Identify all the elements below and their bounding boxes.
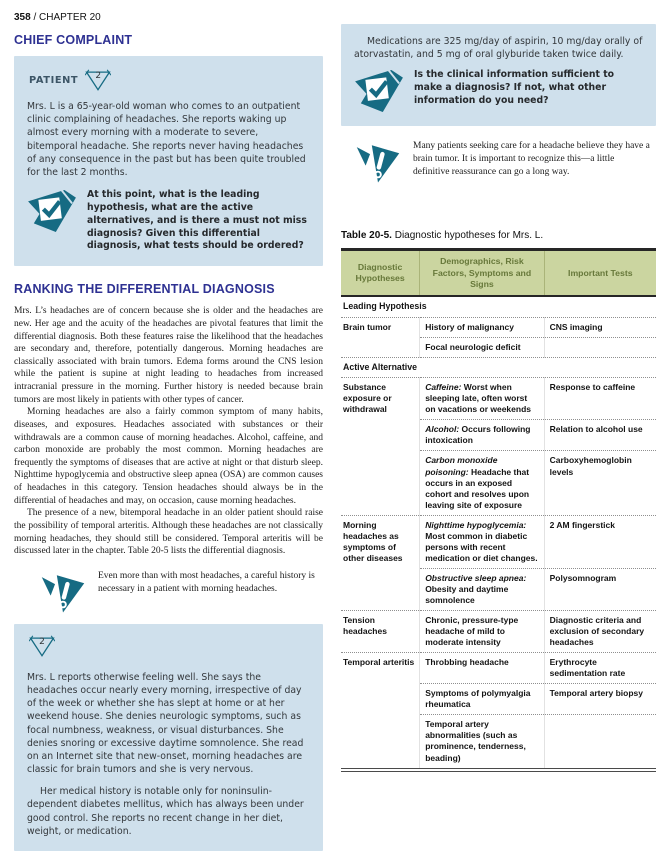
- hypothesis-cell: Temporal arteritis: [341, 653, 420, 770]
- tip-left: [40, 570, 323, 614]
- column-header-findings: Demographics, Risk Factors, Symptoms and Signs: [420, 250, 544, 296]
- question-row: [27, 189, 310, 253]
- medications-text: Medications are 325 mg/day of aspirin, 10 mg/day orally of atorvastatin, and 5 mg of oral glyburide taken twice daily.: [354, 36, 643, 61]
- case-number-2: 2: [39, 636, 45, 647]
- case-number-triangle-icon-2: [29, 635, 55, 658]
- running-head: [14, 12, 323, 23]
- diagnostic-table-body: [341, 296, 656, 769]
- section-title-chief-complaint: CHIEF COMPLAINT: [14, 33, 133, 47]
- hypothesis-cell: Substance exposure or withdrawal: [341, 378, 420, 515]
- patient-box-1-question: At this point, what is the leading hypothesis, what are the active alternatives, and is there a must not miss diagnosis? Given this differential diagnosis, what tests should be ordered?: [87, 189, 307, 252]
- table-section-row: [341, 296, 656, 317]
- findings-cell: Symptoms of polymyalgia rheumatica: [420, 684, 544, 715]
- case-number-triangle-icon: [85, 69, 111, 92]
- hypothesis-cell: Morning headaches as symptoms of other diseases: [341, 515, 420, 610]
- tests-cell: Erythrocyte sedimentation rate: [544, 653, 656, 684]
- findings-cell: Alcohol: Occurs following intoxication: [420, 420, 544, 451]
- findings-cell: Carbon monoxide poisoning: Headache that occurs in an exposed cohort and resolves upon leaving site of exposure: [420, 451, 544, 515]
- column-header-hypotheses: Diagnostic Hypotheses: [341, 250, 420, 296]
- body-paragraph-1: Mrs. L’s headaches are of concern because she is older and the headaches are new. Her age and the acuity of the headaches are pivotal features that limit the differential diagnosis. Both these features raise the likelihood that the headaches are secondary and, therefore, potentially dangerous. Morning headaches are classically associated with brain tumors. Edema forms around the CNS lesion while the patient is supine at night leading to headaches from increased intracranial pressure in the morning. Further history is needed because brain tumors are most likely in patients with other types of cancer.: [14, 306, 323, 405]
- left-column: [14, 12, 323, 851]
- checkbox-flag-icon: [27, 189, 77, 233]
- tests-cell: [544, 715, 656, 770]
- tests-cell: Polysomnogram: [544, 568, 656, 610]
- tests-cell: Response to caffeine: [544, 378, 656, 420]
- table-caption-label: Table 20-5.: [341, 230, 392, 242]
- findings-cell: Focal neurologic deficit: [420, 337, 544, 357]
- tests-cell: Carboxyhemoglobin levels: [544, 451, 656, 515]
- table-section-row: [341, 357, 656, 377]
- tests-cell: Diagnostic criteria and exclusion of secondary headaches: [544, 611, 656, 653]
- hypothesis-cell: Brain tumor: [341, 317, 420, 357]
- diagnostic-table: [341, 248, 656, 771]
- table-section-header: Active Alternative: [341, 357, 656, 377]
- findings-cell: History of malignancy: [420, 317, 544, 337]
- body-paragraph-3: The presence of a new, bitemporal headache in an older patient should raise the possibility of temporal arteritis. Although these headaches are not classically morning headaches, they should still be considered. Temporal arteritis will be discussed later in the chapter. Table 20-5 lists the differential diagnosis.: [14, 508, 323, 557]
- tip-right: [355, 140, 656, 184]
- tests-cell: Temporal artery biopsy: [544, 684, 656, 715]
- table-row: [341, 378, 656, 420]
- table-row: [341, 317, 656, 337]
- case-number: 2: [95, 71, 102, 81]
- patient-box-2-text-2: Her medical history is notable only for noninsulin-dependent diabetes mellitus, which has always been under good control. She reports no recent change in her diet, weight, or medication.: [27, 786, 304, 837]
- patient-box-2-text-1: Mrs. L reports otherwise feeling well. She says the headaches occur nearly every morning, irrespective of day of the week or whether she has slept at home or at her weekend house. She denies neurologic symptoms, such as focal numbness, weakness, or visual disturbances. She denies snoring or excessive daytime somnolence. She read on an Internet site that new-onset, morning headaches are classic for brain tumors and she is very nervous.: [27, 671, 304, 776]
- exclamation-flag-icon: [355, 142, 401, 184]
- table-section-header: Leading Hypothesis: [343, 301, 427, 312]
- findings-cell: Caffeine: Worst when sleeping late, often worst on vacations or weekends: [420, 378, 544, 420]
- findings-cell: Nighttime hypoglycemia: Most common in diabetic persons with recent medication or diet changes.: [420, 515, 544, 568]
- exclamation-flag-icon: [40, 572, 86, 614]
- tests-cell: 2 AM fingerstick: [544, 515, 656, 568]
- right-column: [341, 24, 656, 772]
- findings-cell: Chronic, pressure-type headache of mild to moderate intensity: [420, 611, 544, 653]
- tests-cell: [544, 337, 656, 357]
- patient-label: PATIENT: [29, 75, 79, 86]
- checkbox-flag-icon: [354, 69, 404, 113]
- table-caption-text: Diagnostic hypotheses for Mrs. L.: [391, 230, 544, 242]
- question-row-right: [354, 69, 643, 113]
- table-head: [341, 250, 656, 296]
- table-caption: [341, 230, 656, 241]
- table-row: [341, 611, 656, 653]
- tip-left-text: Even more than with most headaches, a careful history is necessary in a patient with morning headaches.: [98, 570, 315, 594]
- tip-right-text: Many patients seeking care for a headache believe they have a brain tumor. It is important to recognize this—a little definitive reassurance can go a long way.: [413, 141, 650, 177]
- patient-box-1: [14, 56, 323, 266]
- findings-cell: Temporal artery abnormalities (such as prominence, tenderness, beading): [420, 715, 544, 770]
- findings-cell: Throbbing headache: [420, 653, 544, 684]
- section-title-ranking: RANKING THE DIFFERENTIAL DIAGNOSIS: [14, 282, 275, 297]
- hypothesis-cell: Tension headaches: [341, 611, 420, 653]
- body-paragraph-2: Morning headaches are also a fairly common symptom of many habits, diseases, and exposures. Headaches associated with substances or their withdrawals are a common cause of morning headaches. Alcohol, caffeine, and carbon monoxide are probably the most common. Morning headaches are frequently the symptoms of diseases that are active at night or that disturb sleep. Nighttime hypoglycemia and obstructive sleep apnea (OSA) are common causes of headaches in this category. Tension headaches should always be in the differential of headaches and may, on occasion, cause morning headaches.: [14, 407, 323, 506]
- medications-box: [341, 24, 656, 126]
- findings-cell: Obstructive sleep apnea: Obesity and daytime somnolence: [420, 568, 544, 610]
- table-row: [341, 515, 656, 568]
- table-row: [341, 653, 656, 684]
- page-number: 358: [14, 12, 31, 23]
- patient-box-1-text: Mrs. L is a 65-year-old woman who comes to an outpatient clinic complaining of headaches. She reports waking up almost every morning with a moderate to severe, bitemporal headache. She reports never having headaches of any consequence in the past but has been quite troubled for the last 2 months.: [27, 101, 306, 178]
- patient-box-2: [14, 624, 323, 851]
- column-header-tests: Important Tests: [544, 250, 656, 296]
- tests-cell: CNS imaging: [544, 317, 656, 337]
- medications-question: Is the clinical information sufficient to make a diagnosis? If not, what other information do you need?: [414, 69, 615, 107]
- patient-header: [29, 69, 310, 92]
- tests-cell: Relation to alcohol use: [544, 420, 656, 451]
- chapter-label: / CHAPTER 20: [33, 12, 101, 23]
